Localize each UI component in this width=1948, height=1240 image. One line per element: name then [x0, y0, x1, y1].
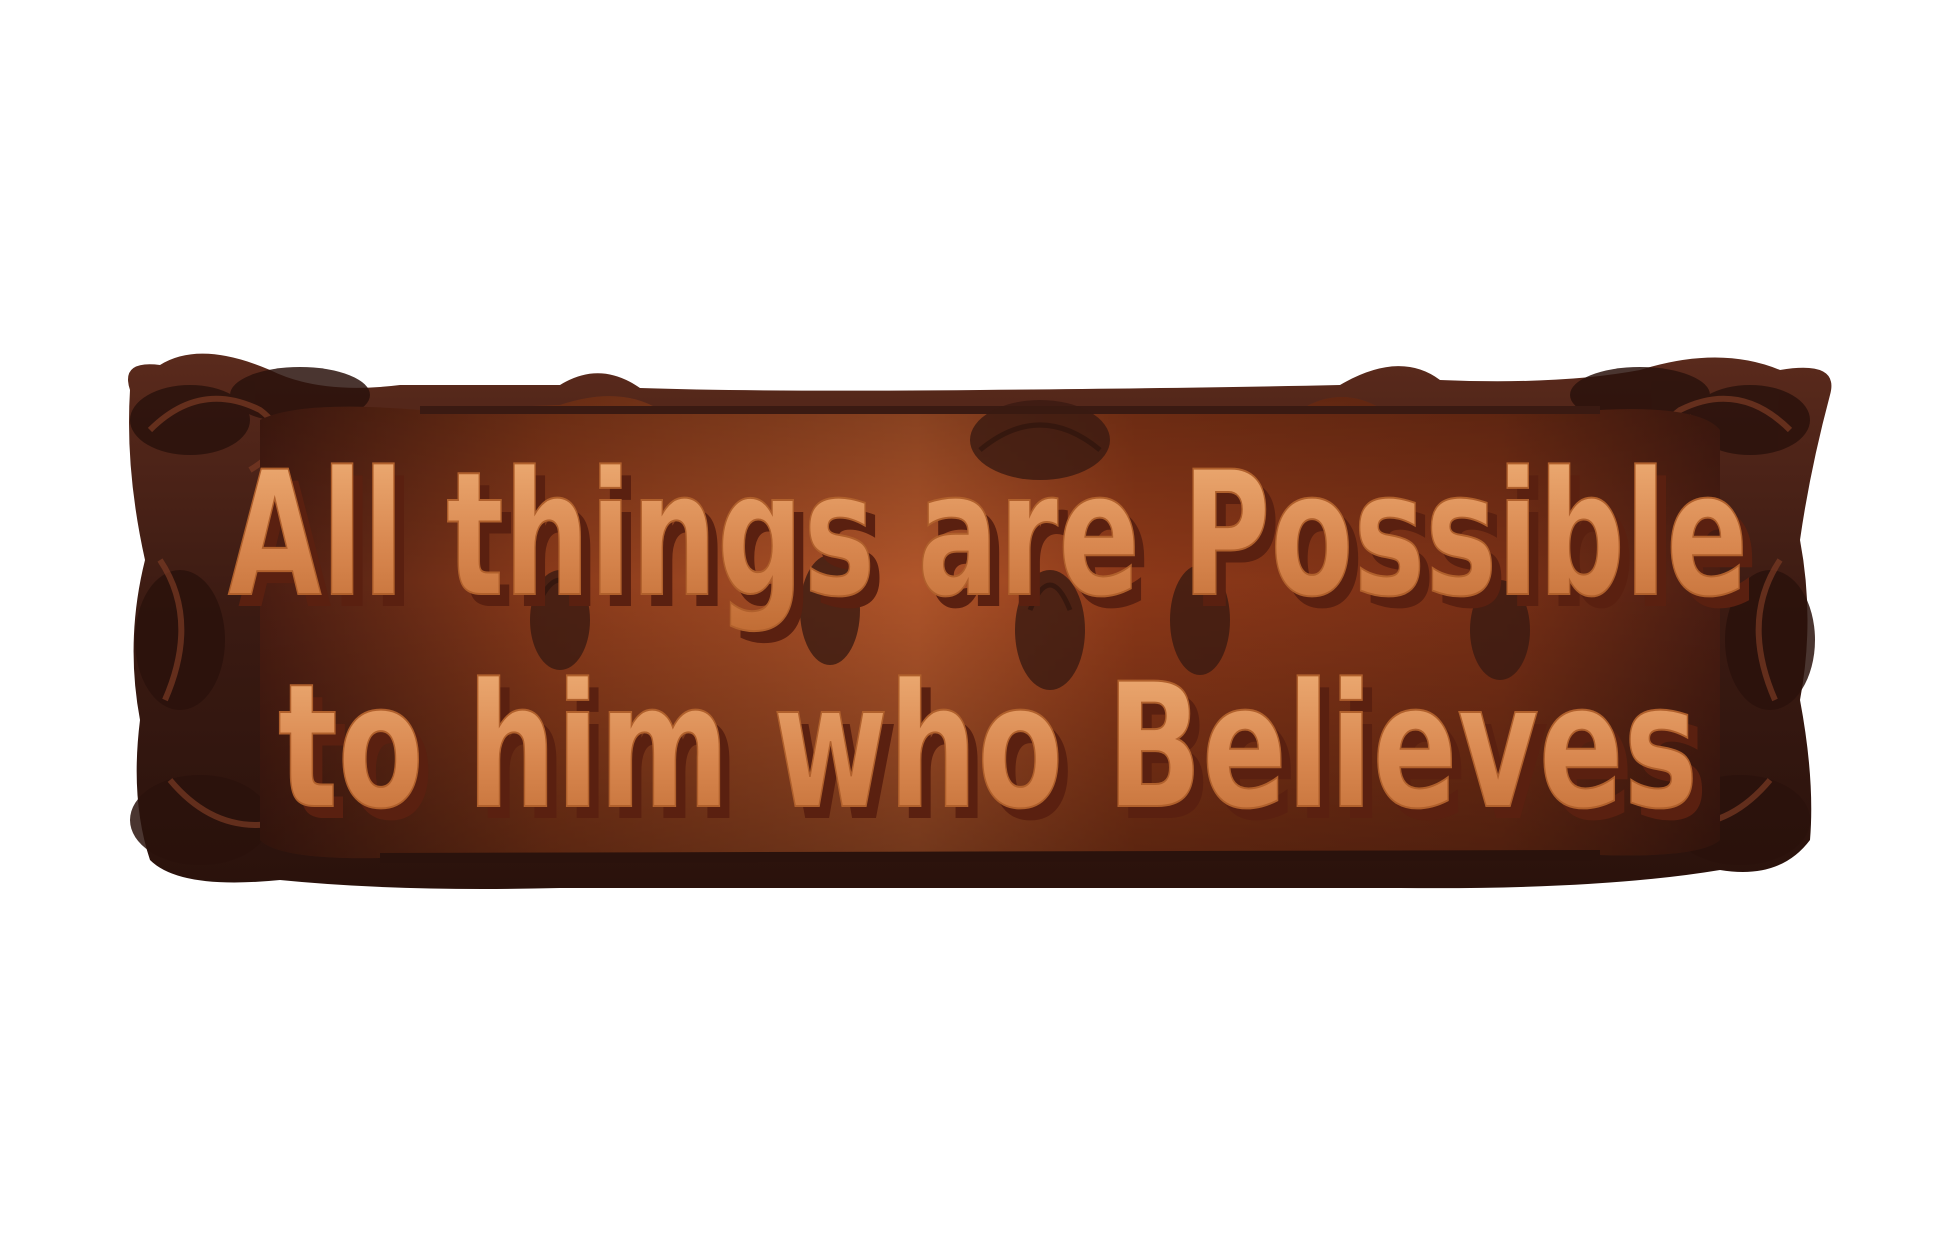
plaque-text-line2-shadow: to him who Believes — [288, 658, 1708, 859]
plaque-text-line1: All things are Possible — [228, 434, 1748, 635]
plaque-text-line2: to him who Believes — [278, 646, 1698, 847]
carved-lettering — [228, 434, 1758, 859]
plaque-text-line1-shadow: All things are Possible — [238, 446, 1758, 647]
